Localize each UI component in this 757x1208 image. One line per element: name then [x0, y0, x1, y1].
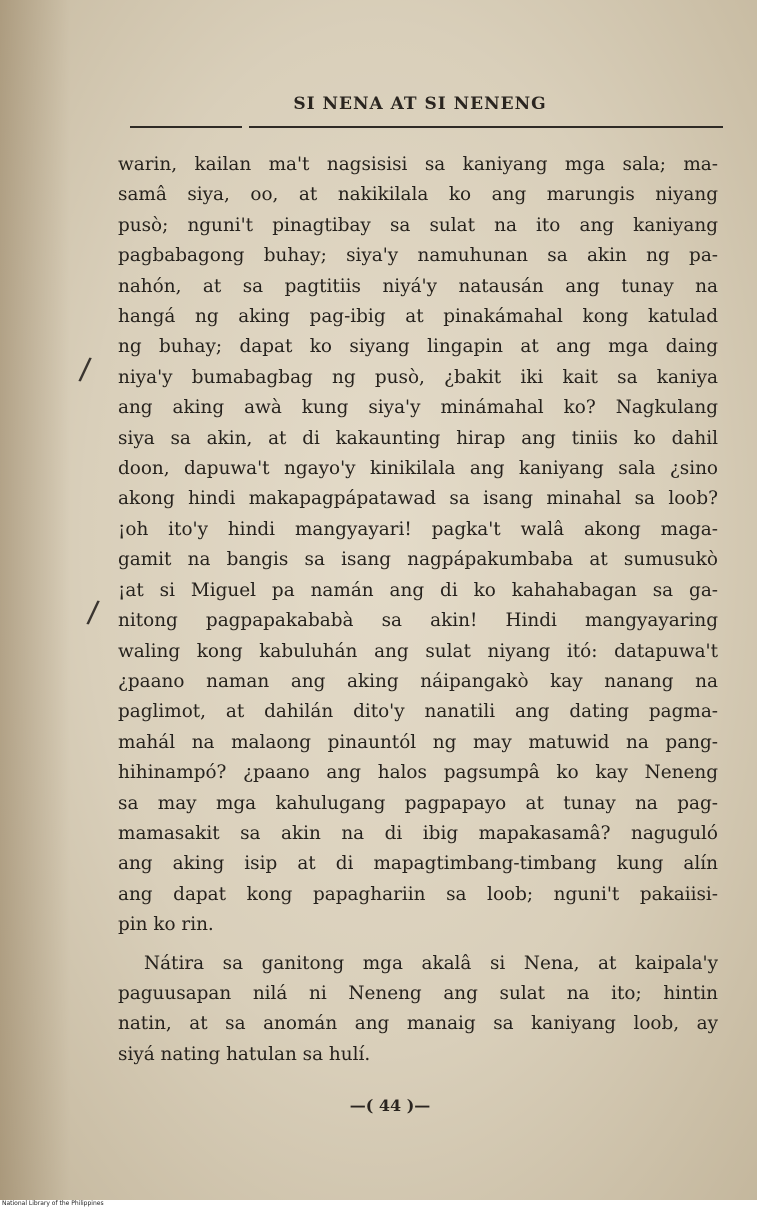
- margin-check-mark: /: [85, 594, 101, 631]
- text-line: warin, kailan ma't nagsisisi sa kaniyang mga sala; ma-: [118, 154, 718, 175]
- text-line: doon, dapuwa't ngayo'y kinikilala ang kaniyang sala ¿sino: [118, 458, 718, 480]
- footer-strip: [0, 1200, 757, 1208]
- text-line: ang aking isip at di mapagtimbang-timbang kung alín: [118, 853, 718, 875]
- text-line: samâ siya, oo, at nakikilala ko ang marungis niyang: [118, 184, 718, 206]
- text-line: hihinampó? ¿paano ang halos pagsumpâ ko kay Neneng: [118, 762, 718, 784]
- text-line: ng buhay; dapat ko siyang lingapin at ang mga daing: [118, 336, 718, 358]
- text-line: pusò; nguni't pinagtibay sa sulat na ito ang kaniyang: [118, 214, 718, 236]
- margin-check-mark: /: [77, 351, 93, 388]
- text-line: Nátira sa ganitong mga akalâ si Nena, at kaipala'y: [144, 952, 718, 974]
- text-line: paglimot, at dahilán dito'y nanatili ang dating pagma-: [118, 701, 718, 723]
- text-line: ¡oh ito'y hindi mangyayari! pagka't walâ akong maga-: [118, 518, 718, 540]
- body-text: [118, 150, 718, 1070]
- text-line: akong hindi makapagpápatawad sa isang minahal sa loob?: [118, 488, 718, 510]
- text-line: siya sa akin, at di kakaunting hirap ang tiniis ko dahil: [118, 427, 718, 449]
- text-line: nahón, at sa pagtitiis niyá'y natausán ang tunay na: [118, 275, 718, 297]
- text-line: mamasakit sa akin na di ibig mapakasamâ? naguguló: [118, 822, 718, 844]
- paragraph-gap: [118, 941, 718, 949]
- text-line: niya'y bumabagbag ng pusò, ¿bakit iki kait sa kaniya: [118, 366, 718, 388]
- header-rule-left: [130, 126, 242, 128]
- header-rule-right: [249, 126, 723, 128]
- text-line: hangá ng aking pag-ibig at pinakámahal kong katulad: [118, 306, 718, 328]
- text-line: natin, at sa anomán ang manaig sa kaniyang loob, ay: [118, 1013, 718, 1035]
- text-line: pagbabagong buhay; siya'y namuhunan sa akin ng pa-: [118, 245, 718, 267]
- text-line: mahál na malaong pinauntól ng may matuwid na pang-: [118, 731, 718, 753]
- text-line: ang aking awà kung siya'y minámahal ko? Nagkulang: [118, 397, 718, 419]
- text-line: waling kong kabuluhán ang sulat niyang itó: datapuwa't: [118, 640, 718, 662]
- text-line: pin ko rin.: [118, 914, 214, 936]
- text-line: gamit na bangis sa isang nagpápakumbaba at sumusukò: [118, 549, 718, 571]
- running-header: SI NENA AT SI NENENG: [293, 94, 547, 114]
- text-line: ¡at si Miguel pa namán ang di ko kahahabagan sa ga-: [118, 579, 718, 601]
- page-number: —( 44 )—: [349, 1096, 431, 1115]
- page-edge-shadow: [0, 0, 70, 1200]
- text-line: sa may mga kahulugang pagpapayo at tunay na pag-: [118, 792, 718, 814]
- text-line: ang dapat kong papaghariin sa loob; nguni't pakaiisi-: [118, 883, 718, 905]
- text-line: nitong pagpapakababà sa akin! Hindi mangyayaring: [118, 610, 718, 632]
- text-line: ¿paano naman ang aking náipangakò kay nanang na: [118, 670, 718, 692]
- text-line: siyá nating hatulan sa hulí.: [118, 1043, 371, 1065]
- text-line: paguusapan nilá ni Neneng ang sulat na ito; hintin: [118, 982, 718, 1004]
- library-credit: National Library of the Philippines: [2, 1200, 104, 1207]
